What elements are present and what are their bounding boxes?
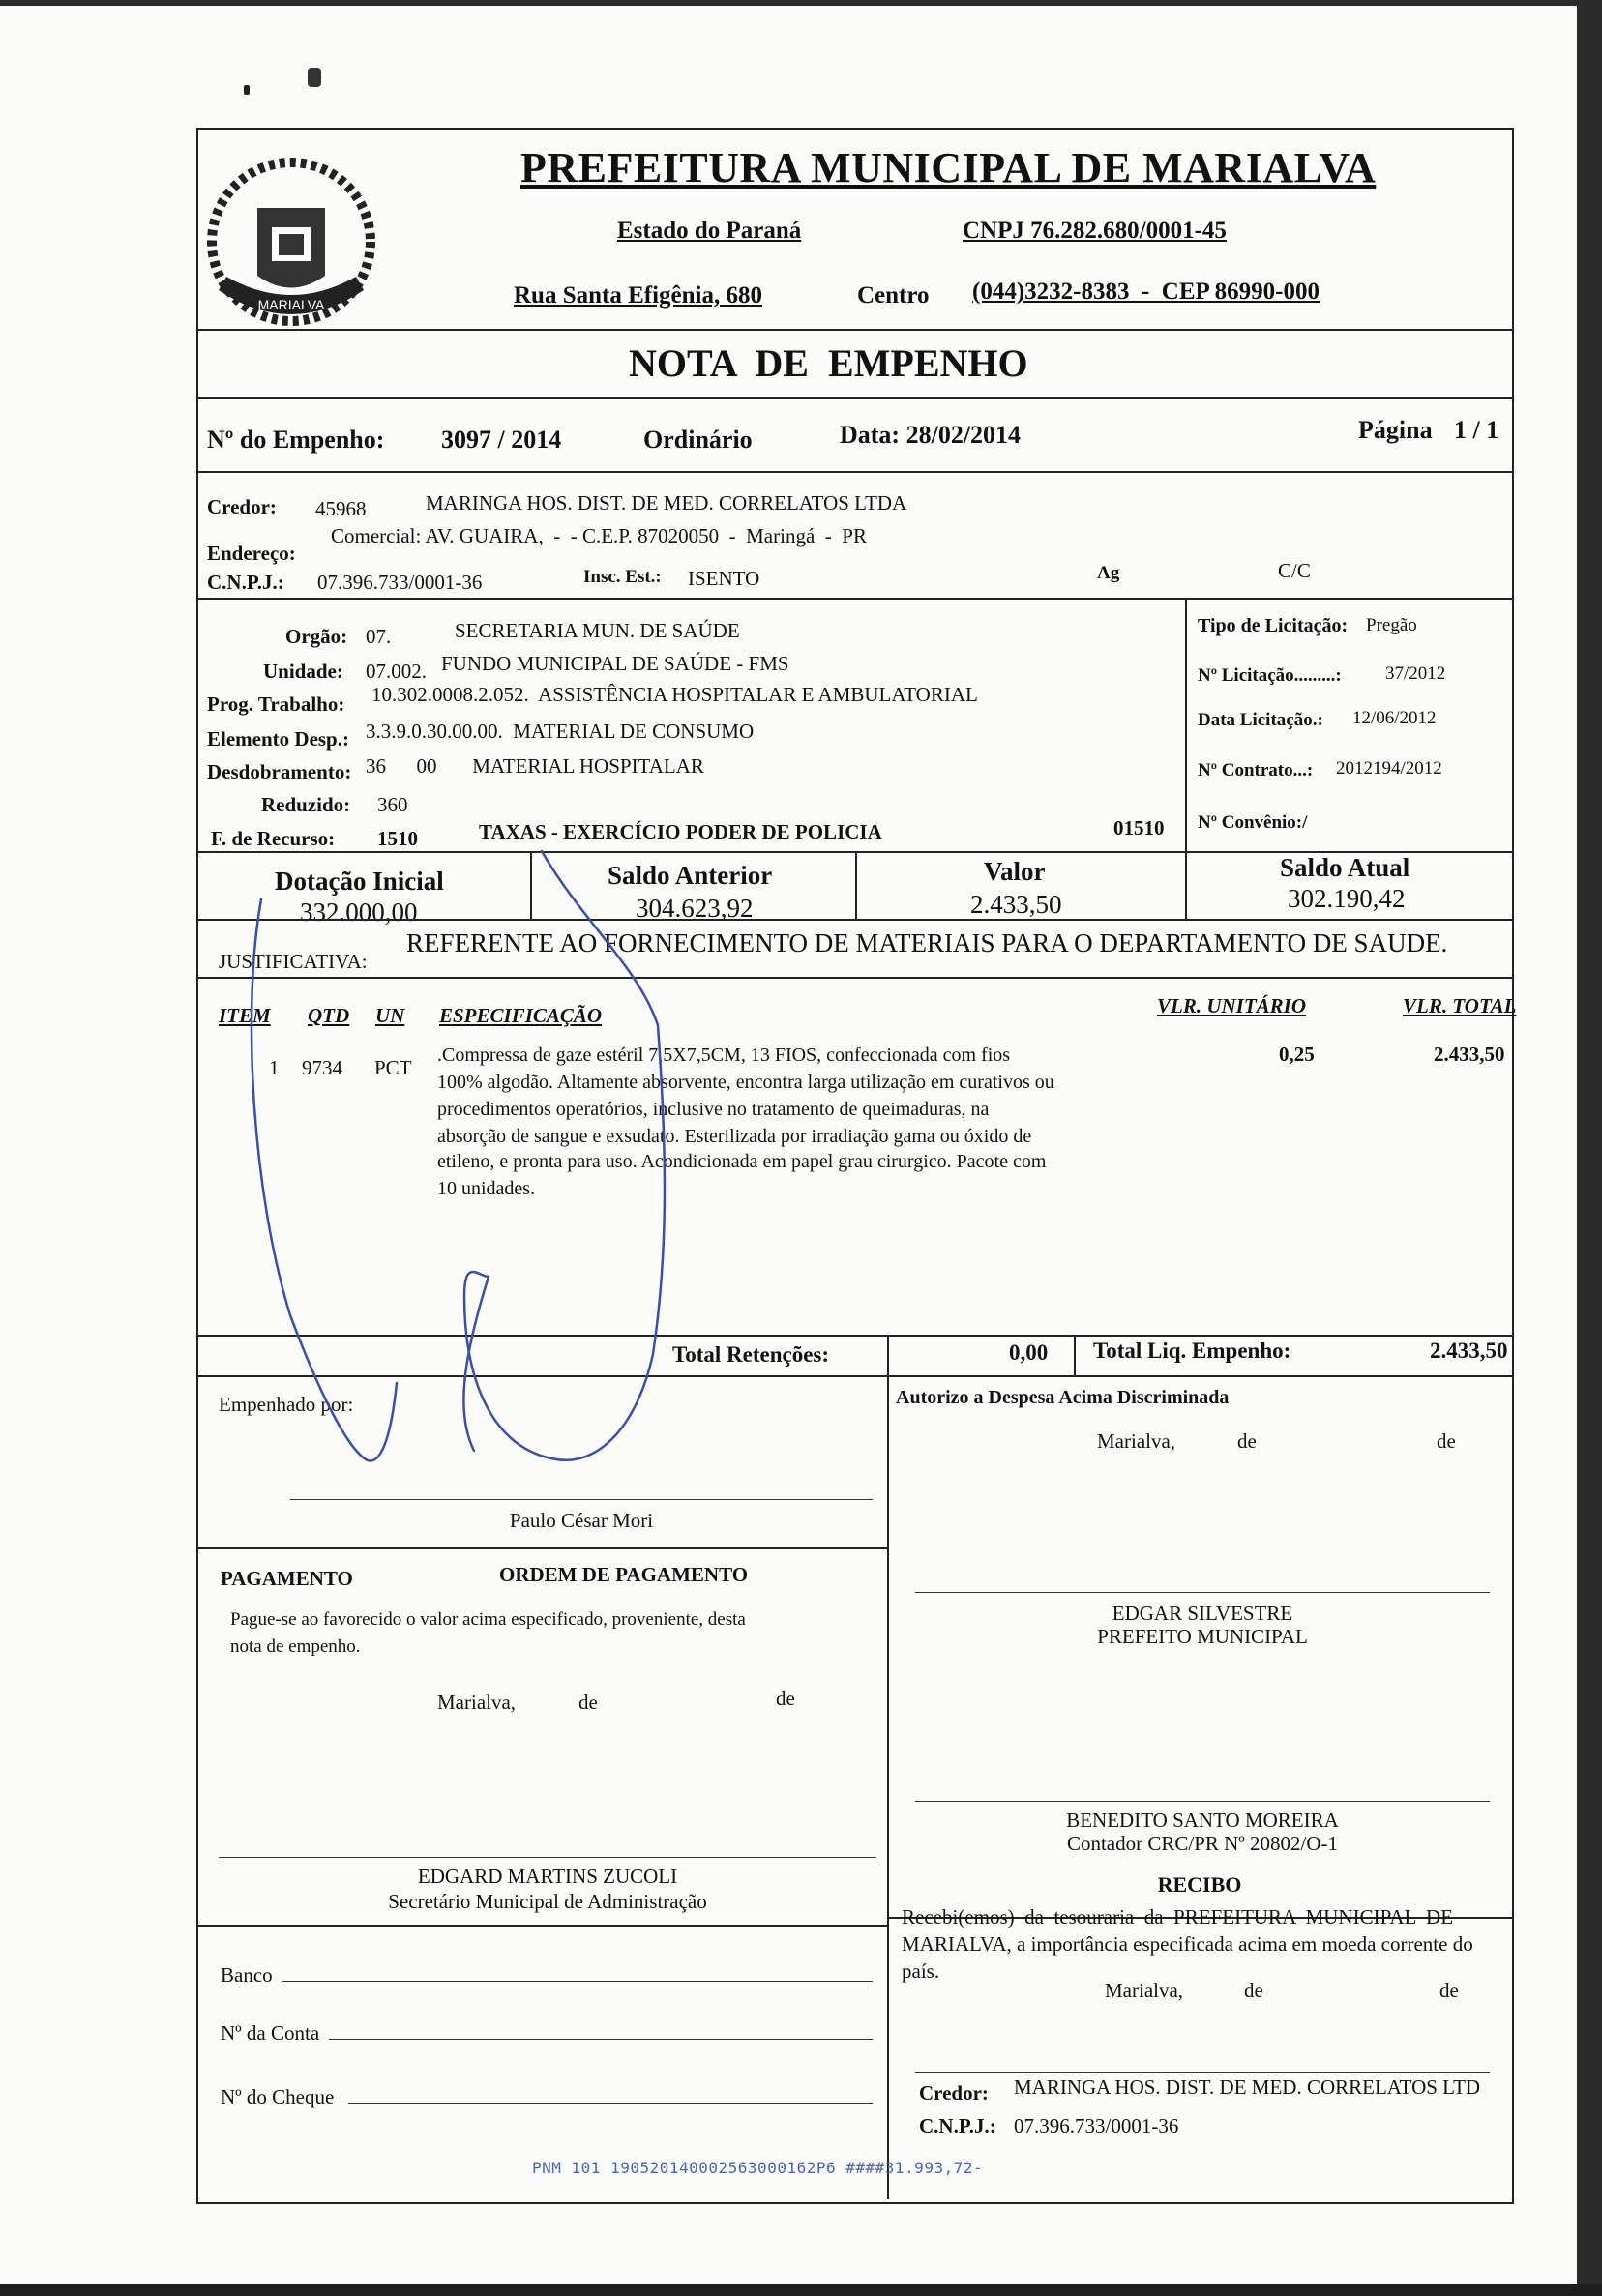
contador-cargo: Contador CRC/PR Nº 20802/O-1: [1066, 1832, 1339, 1855]
cc-label: C/C: [1278, 559, 1311, 582]
recibo-text: MARIALVA, a importância especificada acima em moeda corrente do: [902, 1932, 1473, 1956]
row-vlr-unitario: 0,25: [1279, 1043, 1315, 1066]
empenho-number-label: Nº do Empenho:: [207, 426, 385, 454]
page-value: 1 / 1: [1454, 416, 1499, 444]
insc-label: Insc. Est.:: [583, 567, 662, 587]
orgao-name: SECRETARIA MUN. DE SAÚDE: [455, 619, 740, 642]
autorizo-label: Autorizo a Despesa Acima Discriminada: [896, 1387, 1230, 1408]
de-1b: de: [1437, 1429, 1456, 1453]
col-qtd: QTD: [308, 1004, 350, 1027]
empenhado-nome: Paulo César Mori: [509, 1509, 654, 1532]
cheque-label: Nº do Cheque: [221, 2085, 335, 2108]
ag-label: Ag: [1097, 563, 1120, 583]
orgao-label: Orgão:: [285, 625, 348, 648]
reduzido-label: Reduzido:: [261, 793, 351, 816]
secretario-cargo: Secretário Municipal de Administração: [388, 1890, 707, 1913]
dotacao-inicial-value: 332.000,00: [300, 898, 418, 927]
reduzido-value: 360: [377, 793, 408, 816]
valor-label: Valor: [984, 857, 1046, 886]
tipo-licitacao-value: Pregão: [1366, 615, 1417, 635]
de-3a: de: [1244, 1979, 1263, 2002]
elemento-label: Elemento Desp.:: [207, 727, 349, 751]
contrato-label: Nº Contrato...:: [1198, 760, 1314, 780]
insc-value: ISENTO: [688, 567, 760, 590]
data-licitacao-value: 12/06/2012: [1352, 708, 1437, 728]
saldo-atual-label: Saldo Atual: [1280, 853, 1410, 882]
prefeito-nome: EDGAR SILVESTRE: [1112, 1602, 1293, 1625]
elemento-value: 3.3.9.0.30.00.00. MATERIAL DE CONSUMO: [366, 720, 755, 743]
pague-se-text: Pague-se ao favorecido o valor acima especificado, proveniente, desta: [230, 1609, 746, 1630]
contrato-value: 2012194/2012: [1336, 758, 1442, 779]
de-2a: de: [578, 1691, 598, 1714]
recibo-cnpj-label: C.N.P.J.:: [919, 2114, 996, 2137]
recibo-text: país.: [902, 1959, 940, 1983]
prog-value: 10.302.0008.2.052. ASSISTÊNCIA HOSPITALAR E AMBULATORIAL: [371, 683, 978, 706]
retencoes-value: 0,00: [1009, 1340, 1049, 1365]
endereco-value: Comercial: AV. GUAIRA, - - C.E.P. 87020050 - Maringá - PR: [331, 524, 867, 547]
document-title: NOTA DE EMPENHO: [629, 341, 1028, 385]
empenho-type: Ordinário: [643, 426, 753, 454]
liquido-label: Total Liq. Empenho:: [1093, 1339, 1291, 1363]
col-especificacao: ESPECIFICAÇÃO: [439, 1004, 603, 1027]
tipo-licitacao-label: Tipo de Licitação:: [1198, 615, 1349, 636]
header-cnpj: CNPJ 76.282.680/0001-45: [963, 218, 1227, 244]
local-1: Marialva,: [1097, 1429, 1176, 1453]
recibo-cnpj-value: 07.396.733/0001-36: [1014, 2114, 1179, 2137]
empenho-number: 3097 / 2014: [441, 426, 562, 454]
pagamento-label: PAGAMENTO: [221, 1567, 353, 1590]
unidade-code: 07.002.: [366, 660, 427, 683]
header-phone-cep: (044)3232-8383 - CEP 86990-000: [972, 279, 1320, 305]
col-vlr-total: VLR. TOTAL: [1403, 994, 1517, 1017]
valor-value: 2.433,50: [970, 890, 1062, 919]
row-un: PCT: [374, 1056, 412, 1079]
licitacao-number: 37/2012: [1385, 663, 1446, 684]
empenho-date: Data: 28/02/2014: [840, 421, 1022, 449]
row-espec-line: procedimentos operatórios, inclusive no tratamento de queimaduras, na: [437, 1099, 990, 1120]
liquido-value: 2.433,50: [1430, 1339, 1508, 1363]
row-espec-line: 100% algodão. Altamente absorvente, encontra larga utilização em curativos ou: [437, 1072, 1054, 1093]
ordem-pagamento-label: ORDEM DE PAGAMENTO: [499, 1563, 749, 1586]
justificativa-text: REFERENTE AO FORNECIMENTO DE MATERIAIS PARA O DEPARTAMENTO DE SAUDE.: [406, 928, 1448, 957]
secretario-nome: EDGARD MARTINS ZUCOLI: [417, 1865, 678, 1888]
page-label: Página: [1358, 416, 1433, 444]
credor-label: Credor:: [207, 495, 277, 518]
orgao-code: 07.: [366, 625, 392, 648]
prefeito-cargo: PREFEITO MUNICIPAL: [1097, 1625, 1308, 1648]
recibo-text: Recebi(emos) da tesouraria da PREFEITURA MUNICIPAL DE: [902, 1905, 1454, 1928]
licitacao-number-label: Nº Licitação.........:: [1198, 665, 1342, 686]
contador-nome: BENEDITO SANTO MOREIRA: [1066, 1809, 1339, 1832]
recibo-label: RECIBO: [1157, 1872, 1242, 1897]
prog-label: Prog. Trabalho:: [207, 692, 345, 716]
recibo-credor-label: Credor:: [919, 2081, 989, 2105]
retencoes-label: Total Retenções:: [672, 1342, 830, 1367]
header-district: Centro: [857, 282, 930, 309]
row-espec-line: 10 unidades.: [437, 1178, 536, 1199]
unidade-label: Unidade:: [263, 660, 343, 683]
recurso-label: F. de Recurso:: [211, 827, 336, 850]
pague-se-text-2: nota de empenho.: [230, 1636, 361, 1657]
local-3: Marialva,: [1105, 1979, 1184, 2002]
unidade-name: FUNDO MUNICIPAL DE SAÚDE - FMS: [441, 652, 789, 675]
credor-cnpj: 07.396.733/0001-36: [317, 571, 483, 594]
header-state: Estado do Paraná: [617, 218, 802, 244]
dotacao-inicial-label: Dotação Inicial: [275, 867, 444, 896]
desdobramento-value: 36 00 MATERIAL HOSPITALAR: [366, 754, 704, 778]
credor-code: 45968: [315, 497, 367, 520]
col-un: UN: [375, 1004, 405, 1027]
header-street: Rua Santa Efigênia, 680: [514, 282, 762, 309]
recurso-code: 1510: [377, 827, 418, 850]
row-espec-line: absorção de sangue e exsudato. Esterilizada por irradiação gama ou óxido de: [437, 1126, 1032, 1147]
de-1a: de: [1237, 1429, 1257, 1453]
col-vlr-unitario: VLR. UNITÁRIO: [1157, 994, 1307, 1017]
row-qtd: 9734: [302, 1056, 342, 1079]
footer-code: PNM 101 190520140002563000162P6 ####31.993,72-: [532, 2159, 984, 2177]
row-espec-line: .Compressa de gaze estéril 7,5X7,5CM, 13 FIOS, confeccionada com fios: [437, 1045, 1011, 1066]
recurso-number: 01510: [1113, 816, 1165, 839]
endereco-label: Endereço:: [207, 542, 296, 565]
col-item: ITEM: [219, 1004, 271, 1027]
banco-label: Banco: [221, 1963, 273, 1987]
local-2: Marialva,: [437, 1691, 517, 1714]
data-licitacao-label: Data Licitação.:: [1198, 710, 1323, 730]
header-title: PREFEITURA MUNICIPAL DE MARIALVA: [520, 144, 1377, 191]
credor-name: MARINGA HOS. DIST. DE MED. CORRELATOS LTDA: [426, 491, 907, 515]
credor-cnpj-label: C.N.P.J.:: [207, 571, 284, 594]
de-2b: de: [776, 1687, 795, 1710]
empenhado-label: Empenhado por:: [219, 1393, 354, 1416]
convenio-label: Nº Convênio:/: [1198, 812, 1308, 833]
row-item: 1: [269, 1056, 280, 1079]
conta-label: Nº da Conta: [221, 2021, 320, 2045]
recibo-credor-value: MARINGA HOS. DIST. DE MED. CORRELATOS LTD: [1014, 2075, 1481, 2099]
row-vlr-total: 2.433,50: [1434, 1043, 1505, 1066]
justificativa-label: JUSTIFICATIVA:: [219, 950, 368, 973]
desdobramento-label: Desdobramento:: [207, 760, 352, 783]
recurso-name: TAXAS - EXERCÍCIO PODER DE POLICIA: [479, 820, 882, 843]
row-espec-line: etileno, e pronta para uso. Acondicionada em papel grau cirurgico. Pacote com: [437, 1151, 1047, 1172]
saldo-atual-value: 302.190,42: [1288, 884, 1406, 913]
seal-text: MARIALVA: [257, 297, 325, 312]
saldo-anterior-value: 304.623,92: [636, 894, 754, 923]
saldo-anterior-label: Saldo Anterior: [608, 861, 773, 890]
de-3b: de: [1439, 1979, 1459, 2002]
